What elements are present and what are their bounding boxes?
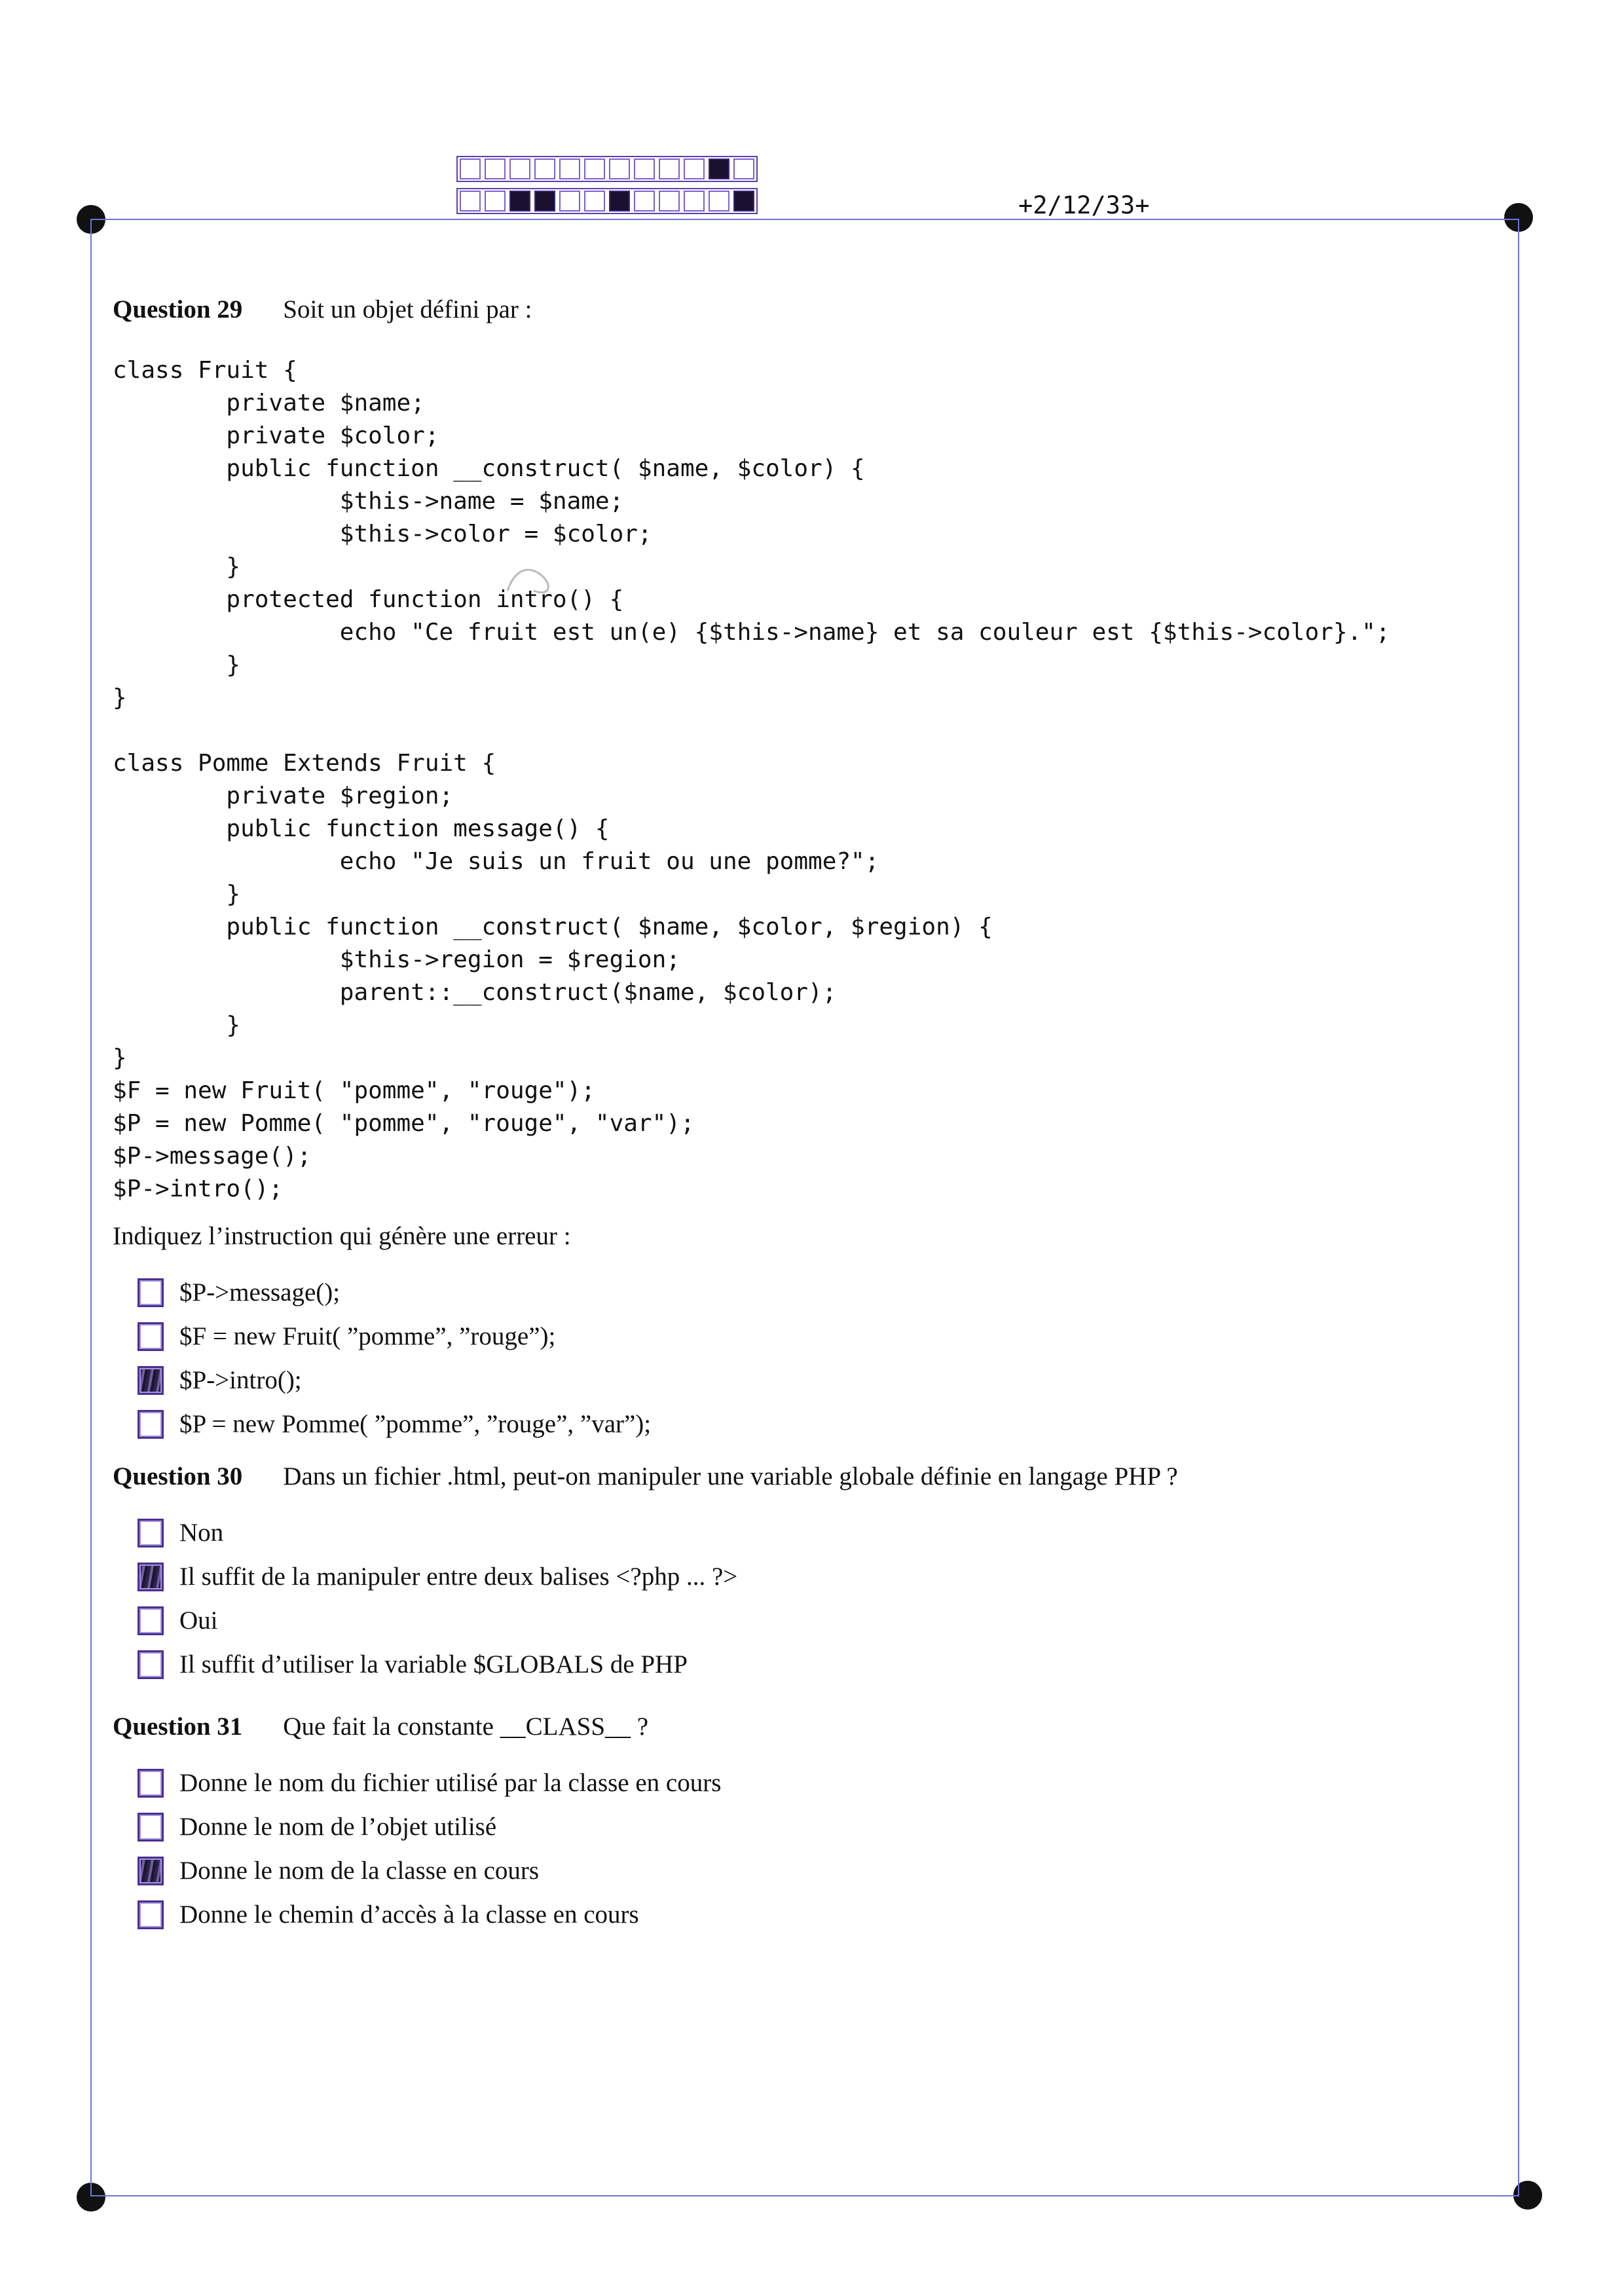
code-cell [659,191,680,212]
answer-text: Il suffit de la manipuler entre deux balises <?php ... ?> [179,1563,738,1591]
answer-text: Donne le chemin d’accès à la classe en cours [179,1900,639,1929]
code-cell [509,158,530,179]
code-cell [460,158,481,179]
answer-text: Oui [179,1606,218,1635]
pencil-scribble-mark [488,551,566,604]
question-29 [113,295,1501,1446]
code-cell [709,191,729,212]
answer-text: $F = new Fruit( ”pomme”, ”rouge”); [179,1322,556,1350]
empty-checkbox[interactable] [138,1410,164,1439]
code-cell [733,158,754,179]
code-cell [559,191,580,212]
page-code-row-1 [456,156,758,182]
answer-text: $P->intro(); [179,1366,302,1394]
empty-checkbox[interactable] [138,1519,164,1547]
answer-list [138,1511,1501,1686]
code-cell [534,158,555,179]
checked-checkbox[interactable] [138,1563,164,1591]
question-prompt: Dans un fichier .html, peut-on manipuler une variable globale définie en langage PHP ? [283,1462,1178,1491]
question-31 [113,1712,1501,1936]
question-prompt: Que fait la constante __CLASS__ ? [283,1713,649,1741]
code-cell [460,191,481,212]
empty-checkbox[interactable] [138,1606,164,1635]
answer-option[interactable] [138,1893,1501,1936]
code-cell [709,158,729,179]
code-cell [634,158,655,179]
empty-checkbox[interactable] [138,1278,164,1307]
code-cell [684,191,705,212]
code-cell [584,158,605,179]
code-cell [609,191,630,212]
answer-option[interactable] [138,1555,1501,1599]
answer-prompt: Indiquez l’instruction qui génère une erreur : [113,1222,571,1250]
question-header [113,295,1501,324]
answer-option[interactable] [138,1761,1501,1805]
answer-text: Donne le nom de la classe en cours [179,1857,540,1885]
code-cell [534,191,555,212]
answer-text: Donne le nom de l’objet utilisé [179,1813,497,1841]
code-cell [733,191,754,212]
question-30 [113,1462,1501,1686]
code-cell [509,191,530,212]
empty-checkbox[interactable] [138,1322,164,1351]
answer-option[interactable] [138,1270,1501,1314]
code-cell [684,158,705,179]
code-cell [609,158,630,179]
answer-text: $P = new Pomme( ”pomme”, ”rouge”, ”var”); [179,1410,652,1438]
code-cell [559,158,580,179]
answer-option[interactable] [138,1805,1501,1849]
question-header [113,1712,1501,1741]
code-cell [485,191,506,212]
code-cell [584,191,605,212]
code-cell [659,158,680,179]
answer-text: Donne le nom du fichier utilisé par la classe en cours [179,1769,722,1797]
answer-option[interactable] [138,1849,1501,1893]
answer-option[interactable] [138,1402,1501,1446]
answer-list [138,1761,1501,1936]
question-prompt: Soit un objet défini par : [283,295,532,324]
answer-option[interactable] [138,1599,1501,1642]
code-cell [634,191,655,212]
checked-checkbox[interactable] [138,1366,164,1395]
answer-text: Non [179,1519,224,1547]
empty-checkbox[interactable] [138,1650,164,1679]
answer-option[interactable] [138,1358,1501,1402]
empty-checkbox[interactable] [138,1769,164,1798]
code-cell [485,158,506,179]
question-label: Question 29 [113,295,243,324]
answer-text: $P->message(); [179,1278,341,1306]
question-label: Question 31 [113,1713,243,1741]
empty-checkbox[interactable] [138,1900,164,1929]
question-label: Question 30 [113,1462,243,1491]
checked-checkbox[interactable] [138,1857,164,1885]
code-block: class Fruit { private $name; private $color; public function __construct( $name, $color) { $this->name = $name; $this->color = $color; } protected function intro() { echo "Ce fruit est un(e) {$this->name} et sa couleur est {$this->color}."; } } class Pomme Extends Fruit { private $region; public function message() { echo "Je suis un fruit ou une pomme?"; } public function __construct( $name, $color, $region) { $this->region = $region; parent::__construct($name, $color); } } $F = new Fruit( "pomme", "rouge"); $P = new Pomme( "pomme", "rouge", "var"); $P->message(); $P->intro(); [113,357,1390,1202]
page-identifier: +2/12/33+ [1018,191,1150,219]
empty-checkbox[interactable] [138,1813,164,1842]
answer-option[interactable] [138,1314,1501,1358]
answer-list [138,1270,1501,1446]
question-header [113,1462,1501,1491]
answer-text: Il suffit d’utiliser la variable $GLOBALS de PHP [179,1650,688,1678]
answer-option[interactable] [138,1642,1501,1686]
page-code-row-2 [456,188,758,214]
answer-option[interactable] [138,1511,1501,1555]
